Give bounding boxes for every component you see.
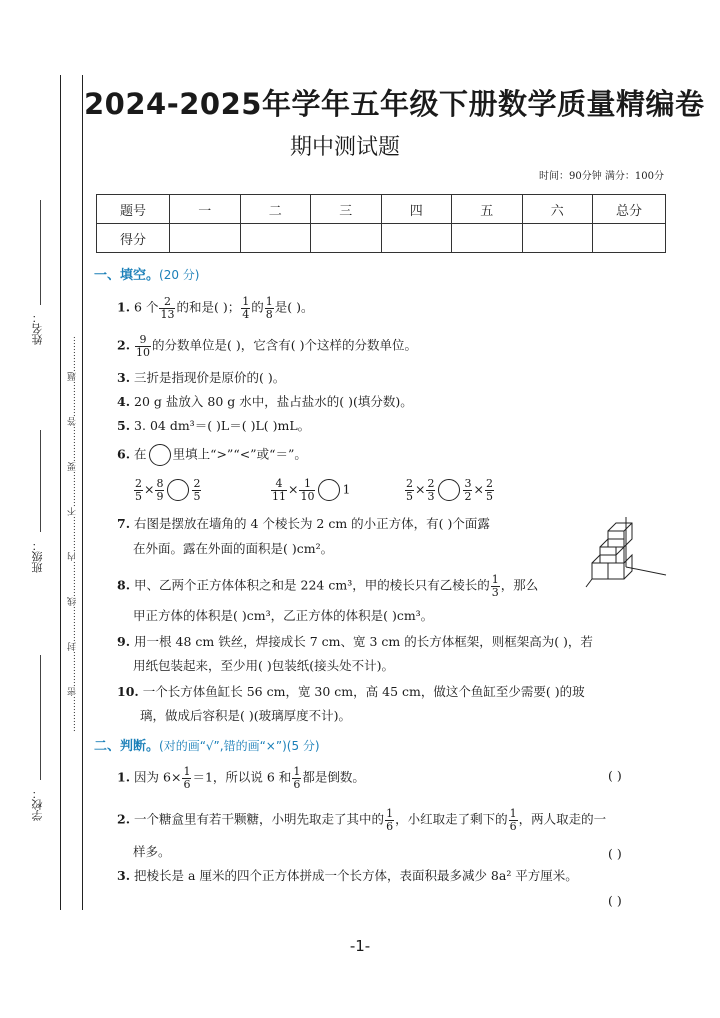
question-text: ＝1，所以说 6 和 [192, 769, 292, 785]
question-10 [117, 686, 585, 699]
operator: × [288, 481, 299, 497]
denominator: 11 [272, 489, 286, 503]
question-7-line-2 [133, 543, 333, 556]
fraction [241, 296, 250, 320]
denominator: 5 [485, 489, 493, 503]
question-text: 右图是摆放在墙角的 4 个棱长为 2 cm 的小正方体，有( )个面露 [134, 516, 490, 531]
question-text: 在外面。露在外面的面积是( )cm²。 [133, 541, 334, 556]
fraction [155, 478, 164, 502]
denominator: 4 [242, 307, 250, 321]
judge-2-line-2 [133, 846, 171, 859]
question-text: 甲、乙两个正方体体积之和是 224 cm³，甲的棱长只有乙棱长的 [134, 577, 490, 593]
question-10-line-2 [140, 710, 351, 723]
fraction [135, 334, 151, 358]
question-text: 的分数单位是( )，它含有( )个这样的分数单位。 [152, 337, 418, 353]
seal-line-text: …………密…………封…………线…………内…………不…………要…………答…………题………… [68, 336, 78, 732]
score-input-cell[interactable] [311, 224, 382, 253]
expression-2 [270, 478, 350, 502]
denominator: 5 [135, 489, 142, 503]
operator: × [415, 481, 426, 497]
score-cell: 二 [240, 195, 311, 224]
answer-parentheses[interactable]: ( ) [608, 768, 622, 783]
fraction [299, 478, 315, 502]
question-text: 三折是指现价是原价的( )。 [134, 370, 286, 385]
denominator: 13 [160, 307, 175, 321]
question-text: 璃，做成后容积是( )(玻璃厚度不计)。 [140, 708, 351, 723]
question-text: 一个长方体鱼缸长 56 cm，宽 30 cm，高 45 cm，做这个鱼缸至少需要( )的玻 [142, 684, 585, 699]
denominator: 10 [136, 345, 151, 359]
name-label: 姓名： [31, 312, 44, 345]
answer-circle[interactable] [167, 479, 189, 501]
numerator: 1 [509, 807, 517, 820]
question-text: 甲正方体的体积是( )cm³，乙正方体的体积是( )cm³。 [133, 608, 434, 623]
score-cell: 三 [311, 195, 382, 224]
numerator: 4 [271, 478, 287, 491]
question-9-line-2 [133, 660, 394, 673]
score-cell: 总分 [593, 195, 666, 224]
fraction [271, 478, 287, 502]
numerator: 1 [299, 478, 315, 491]
operator: × [473, 481, 484, 497]
expression-1 [133, 478, 202, 502]
score-cell: 六 [522, 195, 593, 224]
denominator: 8 [265, 307, 273, 321]
score-table [96, 194, 666, 253]
numerator: 1 [265, 295, 273, 308]
fraction [292, 766, 301, 790]
question-text: ，小红取走了剩下的 [395, 811, 508, 827]
denominator: 2 [464, 489, 472, 503]
denominator: 5 [406, 489, 413, 503]
fraction [192, 478, 201, 502]
expression-3 [404, 478, 495, 502]
denominator: 6 [509, 819, 517, 833]
question-text: 都是倒数。 [302, 769, 365, 785]
section-2-heading [94, 735, 320, 754]
numerator: 2 [427, 477, 435, 490]
question-text: 把棱长是 a 厘米的四个正方体拼成一个长方体，表面积最多减少 8a² 平方厘米。 [134, 868, 578, 883]
question-text: 20 g 盐放入 80 g 水中，盐占盐水的( )(填分数)。 [134, 394, 413, 409]
question-number: 8. [117, 577, 131, 593]
question-text: ，那么 [500, 577, 539, 593]
denominator: 6 [183, 777, 191, 791]
answer-circle[interactable] [438, 479, 460, 501]
numerator: 2 [485, 477, 493, 490]
fraction [265, 296, 274, 320]
numerator: 1 [183, 765, 191, 778]
numerator: 9 [135, 334, 151, 347]
question-text: 是( )。 [274, 299, 314, 315]
score-input-cell[interactable] [452, 224, 523, 253]
question-number: 10. [117, 684, 139, 699]
question-text: 6 个 [134, 299, 159, 315]
fraction [463, 478, 472, 502]
question-number: 1. [117, 299, 131, 315]
numerator: 3 [464, 477, 472, 490]
question-text: 在 [134, 446, 147, 462]
score-input-cell[interactable] [593, 224, 666, 253]
section-2-points: (对的画“√”,错的画“×”)(5 分) [159, 739, 320, 753]
denominator: 3 [491, 585, 499, 599]
school-field[interactable] [40, 655, 42, 780]
numerator: 1 [491, 573, 499, 586]
denominator: 6 [293, 777, 301, 791]
score-cell: 四 [381, 195, 452, 224]
compare-circle-icon [149, 444, 171, 466]
score-input-cell[interactable] [522, 224, 593, 253]
binding-line-inner [82, 75, 83, 910]
question-number: 2. [117, 337, 131, 353]
section-2-title: 二、判断。 [94, 739, 160, 754]
denominator: 6 [386, 819, 394, 833]
score-cell: 题号 [97, 195, 170, 224]
score-input-cell[interactable] [240, 224, 311, 253]
judge-1 [117, 766, 365, 790]
question-text: 里填上“>”“<”或“＝”。 [172, 446, 307, 462]
numerator: 2 [193, 477, 201, 490]
question-4 [117, 396, 413, 409]
judge-3 [117, 870, 578, 883]
section-1-points: (20 分) [159, 268, 200, 282]
numerator: 2 [135, 477, 142, 490]
numerator: 1 [386, 807, 394, 820]
answer-circle[interactable] [318, 479, 340, 501]
question-number: 7. [117, 516, 131, 531]
score-cell: 得分 [97, 224, 170, 253]
fraction [182, 766, 191, 790]
score-table-score-row [97, 224, 666, 253]
question-5 [117, 420, 310, 433]
numerator: 1 [293, 765, 301, 778]
question-3 [117, 372, 285, 385]
question-6 [117, 444, 307, 466]
question-text: 因为 6× [134, 769, 182, 785]
question-7 [117, 518, 490, 531]
question-number: 3. [117, 868, 131, 883]
binding-line-outer [60, 75, 61, 910]
exam-meta: 时间：90分钟 满分：100分 [539, 171, 664, 182]
question-text: 3. 04 dm³＝( )L＝( )L( )mL。 [134, 418, 311, 433]
fraction [134, 478, 143, 502]
denominator: 5 [193, 489, 201, 503]
question-number: 2. [117, 811, 131, 827]
operator: × [144, 481, 155, 497]
fraction [509, 808, 518, 832]
question-text: 一个糖盒里有若干颗糖，小明先取走了其中的 [134, 811, 385, 827]
class-field[interactable] [40, 430, 42, 532]
denominator: 9 [156, 489, 164, 503]
class-label: 班级： [31, 540, 44, 573]
question-text: ，两人取走的一 [518, 811, 607, 827]
numerator: 8 [156, 477, 164, 490]
question-number: 9. [117, 634, 131, 649]
section-1-title: 一、填空。 [94, 268, 160, 283]
question-number: 4. [117, 394, 131, 409]
denominator: 3 [427, 489, 435, 503]
numerator: 1 [242, 295, 250, 308]
score-cell: 一 [170, 195, 241, 224]
fraction [385, 808, 394, 832]
question-2 [117, 334, 417, 358]
cubes-figure [582, 515, 668, 595]
fraction [426, 478, 435, 502]
fraction [405, 478, 414, 502]
answer-parentheses[interactable]: ( ) [608, 846, 622, 861]
question-text: 样多。 [133, 844, 171, 859]
page-number: -1- [349, 937, 371, 955]
question-8-line-2 [133, 610, 433, 623]
score-cell: 五 [452, 195, 523, 224]
name-field[interactable] [40, 200, 42, 305]
question-number: 3. [117, 370, 131, 385]
page-title: 2024-2025年学年五年级下册数学质量精编卷 [84, 87, 705, 121]
fraction [485, 478, 494, 502]
judge-2 [117, 808, 606, 832]
question-text: 的 [251, 299, 264, 315]
question-number: 6. [117, 446, 131, 462]
question-1 [117, 296, 313, 320]
question-text: 用纸包装起来，至少用( )包装纸(接头处不计)。 [133, 658, 394, 673]
question-text: 用一根 48 cm 铁丝，焊接成长 7 cm、宽 3 cm 的长方体框架，则框架高为( )，若 [134, 634, 593, 649]
question-number: 1. [117, 769, 131, 785]
score-input-cell[interactable] [381, 224, 452, 253]
question-8 [117, 574, 538, 598]
score-input-cell[interactable] [170, 224, 241, 253]
fraction [491, 574, 500, 598]
numerator: 2 [159, 296, 175, 309]
score-table-header-row [97, 195, 666, 224]
fraction [159, 296, 175, 320]
question-text: 的和是( )； [176, 299, 241, 315]
numerator: 2 [406, 477, 413, 490]
school-label: 学校： [31, 788, 44, 821]
question-number: 5. [117, 418, 131, 433]
section-1-heading [94, 264, 199, 283]
page-subtitle: 期中测试题 [290, 135, 401, 160]
denominator: 10 [300, 489, 315, 503]
question-9 [117, 636, 593, 649]
answer-parentheses[interactable]: ( ) [608, 893, 622, 908]
operand: 1 [342, 481, 351, 497]
